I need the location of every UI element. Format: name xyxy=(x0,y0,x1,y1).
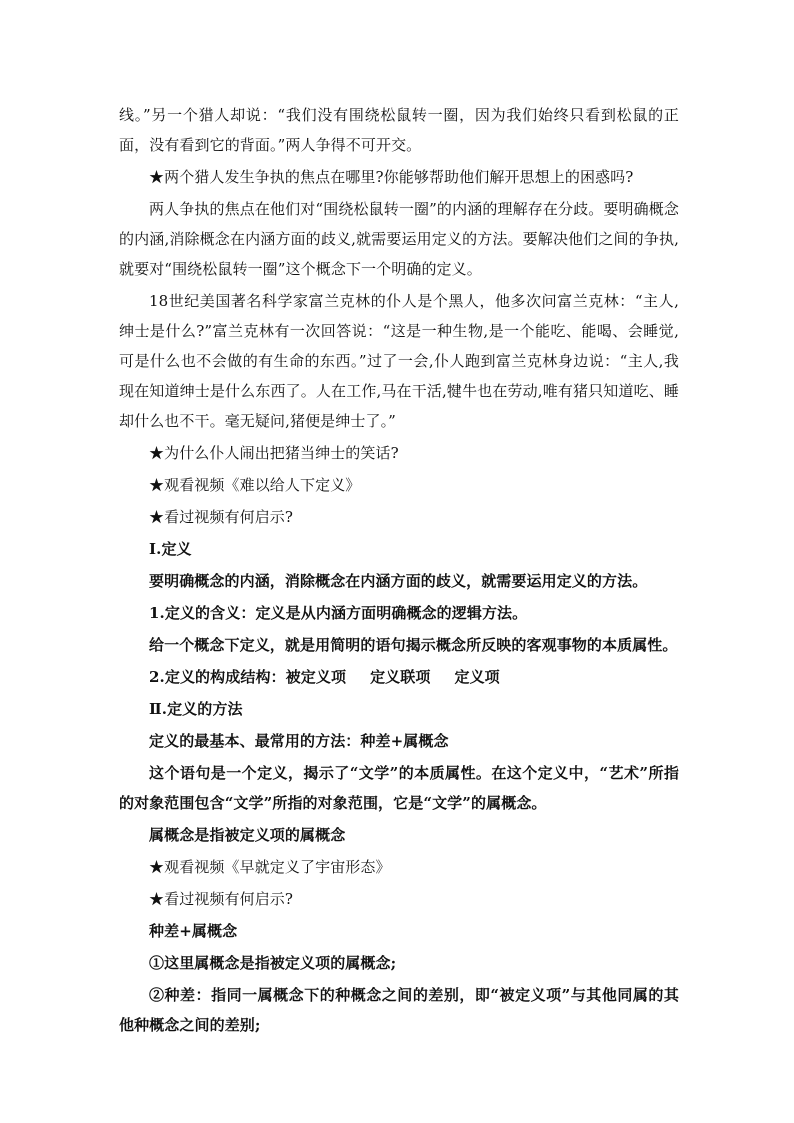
paragraph-p2: ★两个猎人发生争执的焦点在哪里?你能够帮助他们解开思想上的困惑吗? xyxy=(149,168,634,186)
paragraph-q2: 定义的最基本、最常用的方法：种差+属概念 xyxy=(149,732,449,750)
structure-prefix: 2.定义的构成结构：被定义项 xyxy=(149,668,347,686)
paragraph-q7: 种差+属概念 xyxy=(149,922,238,940)
paragraph-q6: ★看过视频有何启示? xyxy=(149,890,294,908)
paragraph-p1: 线。”另一个猎人却说：“我们没有围绕松鼠转一圈，因为我们始终只看到松鼠的正面，没有看到它的背面。”两人争得不可开交。 xyxy=(119,106,679,154)
paragraph-q8: ①这里属概念是指被定义项的属概念; xyxy=(149,954,397,972)
paragraph-p10: 1.定义的含义：定义是从内涵方面明确概念的逻辑方法。 xyxy=(149,604,528,622)
paragraph-q5: ★观看视频《早就定义了宇宙形态》 xyxy=(149,858,391,876)
document-body-part-2 xyxy=(119,692,679,1040)
structure-mid: 定义联项 xyxy=(370,668,431,686)
paragraph-p3: 两人争执的焦点在他们对“围绕松鼠转一圈”的内涵的理解存在分歧。要明确概念的内涵,消除概念在内涵方面的歧义,就需要运用定义的方法。要解决他们之间的争执,就要对“围绕松鼠转一圈”这个概念下一个明确的定义。 xyxy=(119,200,679,278)
paragraph-p6: ★观看视频《难以给人下定义》 xyxy=(149,476,361,494)
paragraph-p5: ★为什么仆人闹出把猪当绅士的笑话? xyxy=(149,444,399,462)
paragraph-p7: ★看过视频有何启示? xyxy=(149,508,294,526)
paragraph-q1: Ⅱ.定义的方法 xyxy=(149,700,243,718)
document-page xyxy=(119,98,679,1040)
paragraph-p4: 18世纪美国著名科学家富兰克林的仆人是个黑人，他多次问富兰克林：“主人,绅士是什么?”富兰克林有一次回答说：“这是一种生物,是一个能吃、能喝、会睡觉,可是什么也不会做的有生命的东西。”过了一会,仆人跑到富兰克林身边说：“主人,我现在知道绅士是什么东西了。人在工作,马在干活,犍牛也在劳动,唯有猪只知道吃、睡却什么也不干。毫无疑问,猪便是绅士了。” xyxy=(119,292,679,430)
paragraph-q4: 属概念是指被定义项的属概念 xyxy=(149,826,346,844)
document-body-part-1 xyxy=(119,98,679,660)
definition-structure-line xyxy=(119,660,679,692)
paragraph-q3: 这个语句是一个定义，揭示了“文学”的本质属性。在这个定义中，“艺术”所指的对象范围包含“文学”所指的对象范围，它是“文学”的属概念。 xyxy=(119,764,679,812)
paragraph-p8: Ⅰ.定义 xyxy=(149,540,192,558)
paragraph-p11: 给一个概念下定义，就是用简明的语句揭示概念所反映的客观事物的本质属性。 xyxy=(149,636,678,654)
paragraph-q9: ②种差：指同一属概念下的种概念之间的差别，即“被定义项”与其他同属的其他种概念之间的差别; xyxy=(119,986,679,1034)
paragraph-p9: 要明确概念的内涵，消除概念在内涵方面的歧义，就需要运用定义的方法。 xyxy=(149,572,648,590)
structure-end: 定义项 xyxy=(454,668,500,686)
